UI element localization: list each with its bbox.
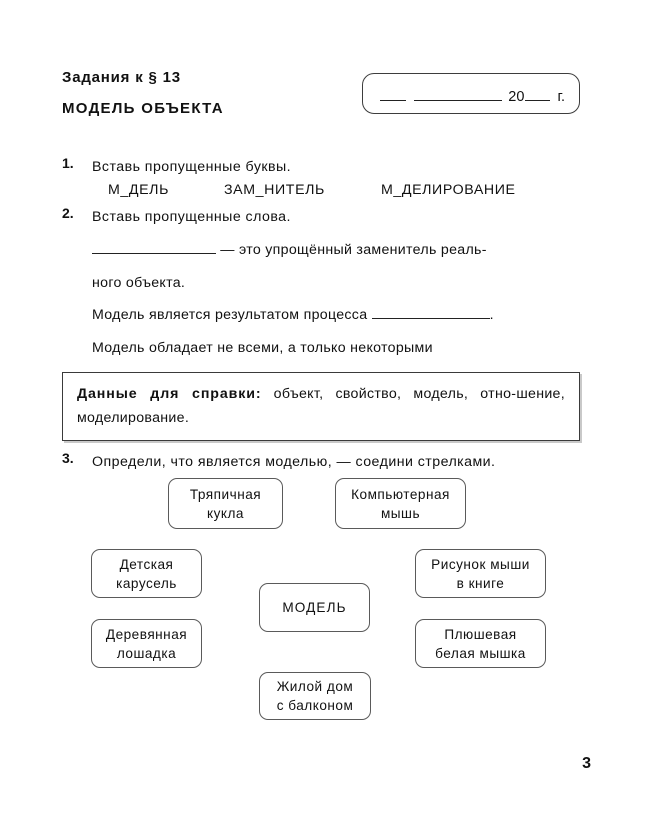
date-day-blank[interactable] [380, 100, 406, 101]
task-2 [62, 205, 595, 230]
task-1-number: 1. [62, 155, 74, 171]
sentence-1-cont-text: ного объекта. [92, 274, 186, 291]
diagram-node-computer-mouse-line1: Компьютерная [351, 486, 450, 502]
sentence-2-blank[interactable] [372, 305, 490, 319]
sentence-3 [92, 336, 595, 362]
reference-items: объект, свойство, модель, отно-шение, моделирование. [77, 386, 565, 426]
date-field[interactable] [362, 73, 580, 114]
date-year-suffix: г. [557, 89, 565, 105]
diagram-node-mouse-picture-text [431, 555, 530, 593]
diagram-node-mouse-picture-line2: в книге [456, 575, 505, 591]
diagram-node-computer-mouse-text [351, 485, 450, 523]
diagram-node-house-text [277, 677, 354, 715]
diagram-node-mouse-picture-line1: Рисунок мыши [431, 556, 530, 572]
diagram-node-plush-mouse-line1: Плюшевая [444, 626, 517, 642]
diagram-node-wooden-horse-line1: Деревянная [105, 626, 188, 642]
diagram-node-carousel-text [116, 555, 177, 593]
diagram-node-computer-mouse[interactable] [335, 478, 466, 529]
sentence-2-period: . [489, 307, 494, 323]
sentence-3-text: Модель обладает не всеми, а только некоторыми [92, 339, 433, 356]
reference-box [62, 372, 580, 441]
sentence-2 [92, 303, 595, 329]
date-field-inner [380, 89, 565, 105]
diagram-node-carousel[interactable] [91, 549, 202, 598]
diagram-node-mouse-picture[interactable] [415, 549, 546, 598]
diagram-node-doll-text [190, 485, 261, 523]
diagram-node-carousel-line2: карусель [116, 575, 177, 591]
sentence-1-blank[interactable] [92, 240, 216, 254]
diagram-node-house[interactable] [259, 672, 371, 720]
word-zamenitel[interactable]: ЗАМ_НИТЕЛЬ [224, 182, 325, 198]
word-modelirovanie[interactable]: М_ДЕЛИРОВАНИЕ [380, 182, 516, 198]
diagram-node-doll[interactable] [168, 478, 283, 529]
diagram-node-model-text [282, 598, 346, 617]
sentence-2-text: Модель является результатом процесса [92, 307, 368, 323]
task-3-number: 3. [62, 450, 74, 466]
diagram-node-carousel-line1: Детская [119, 556, 174, 572]
sentence-1-text: — это упрощённый заменитель реаль- [220, 242, 487, 258]
diagram-node-model[interactable] [259, 583, 370, 632]
sentence-1 [92, 238, 595, 264]
diagram-node-doll-line2: кукла [207, 505, 244, 521]
task-3-prompt: Определи, что является моделью, — соедини стрелками. [92, 454, 496, 470]
page-header [62, 68, 588, 128]
task-2-number: 2. [62, 205, 74, 221]
reference-label: Данные для справки: [77, 386, 262, 402]
date-year-blank[interactable] [525, 100, 550, 101]
word-model[interactable]: М_ДЕЛЬ [108, 182, 170, 198]
diagram-node-plush-mouse[interactable] [415, 619, 546, 668]
sentence-1-cont [92, 271, 595, 297]
task-2-prompt: Вставь пропущенные слова. [92, 209, 291, 225]
diagram-node-house-line1: Жилой дом [276, 679, 354, 694]
diagram-node-wooden-horse-text [106, 625, 187, 663]
task-1 [62, 155, 595, 198]
date-month-blank[interactable] [414, 100, 502, 101]
section-label: Задания к § 13 [62, 69, 181, 86]
diagram-node-model-line1: МОДЕЛЬ [282, 600, 347, 615]
diagram-node-house-line2: с балконом [276, 698, 354, 713]
reference-text [77, 382, 565, 430]
diagram-node-doll-line1: Тряпичная [189, 486, 262, 502]
page-title: МОДЕЛЬ ОБЪЕКТА [62, 100, 224, 117]
diagram-node-plush-mouse-line2: белая мышка [435, 645, 526, 661]
date-year-prefix: 20 [508, 89, 525, 105]
diagram-node-computer-mouse-line2: мышь [380, 505, 421, 521]
page-number: 3 [582, 755, 591, 772]
task-1-words [92, 182, 595, 198]
diagram-node-wooden-horse[interactable] [91, 619, 202, 668]
title-block [62, 68, 224, 119]
task-1-prompt: Вставь пропущенные буквы. [92, 159, 292, 175]
task-2-sentences [92, 238, 595, 394]
task-3 [62, 450, 595, 475]
diagram-node-plush-mouse-text [435, 625, 526, 663]
diagram-node-wooden-horse-line2: лошадка [116, 645, 177, 661]
